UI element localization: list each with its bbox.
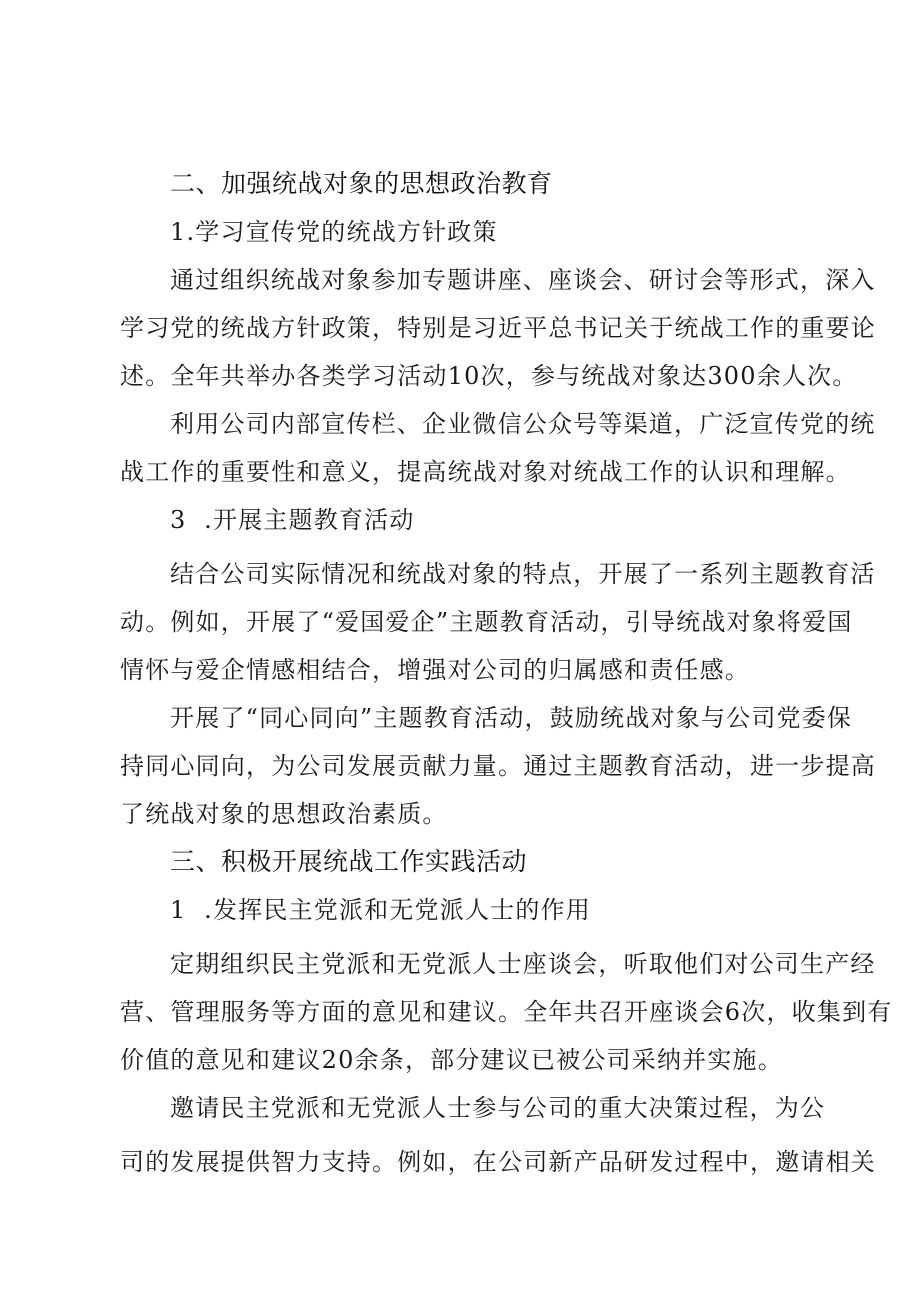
paragraph-line: 情怀与爱企情感相结合，增强对公司的归属感和责任感。	[120, 656, 750, 684]
paragraph-line: 定期组织民主党派和无党派人士座谈会，听取他们对公司生产经	[170, 950, 876, 978]
paragraph-line: 开展了“同心同向”主题教育活动，鼓励统战对象与公司党委保	[170, 704, 853, 732]
paragraph-line: 营、管理服务等方面的意见和建议。全年共召开座谈会6次，收集到有	[120, 998, 893, 1026]
paragraph-line: 学习党的统战方针政策，特别是习近平总书记关于统战工作的重要论	[120, 314, 876, 342]
paragraph-line: 通过组织统战对象参加专题讲座、座谈会、研讨会等形式，深入	[170, 266, 876, 294]
paragraph-line: 动。例如，开展了“爱国爱企”主题教育活动，引导统战对象将爱国	[120, 608, 853, 636]
paragraph-line: 利用公司内部宣传栏、企业微信公众号等渠道，广泛宣传党的统	[170, 410, 876, 438]
paragraph-line: 邀请民主党派和无党派人士参与公司的重大决策过程，为公	[170, 1094, 826, 1122]
subsection-title: 1 .发挥民主党派和无党派人士的作用	[170, 896, 591, 924]
paragraph-line: 司的发展提供智力支持。例如，在公司新产品研发过程中，邀请相关	[120, 1148, 876, 1176]
paragraph-line: 持同心同向，为公司发展贡献力量。通过主题教育活动，进一步提高	[120, 752, 876, 780]
section-heading: 三、积极开展统战工作实践活动	[170, 847, 528, 876]
subsection-title: 1.学习宣传党的统战方针政策	[170, 218, 498, 246]
paragraph-line: 结合公司实际情况和统战对象的特点，开展了一系列主题教育活	[170, 560, 876, 588]
paragraph-line: 了统战对象的思想政治素质。	[120, 800, 448, 828]
paragraph-line: 述。全年共举办各类学习活动10次，参与统战对象达300余人次。	[120, 362, 858, 390]
subsection-title: 3 .开展主题教育活动	[170, 506, 415, 534]
section-heading: 二、加强统战对象的思想政治教育	[170, 169, 553, 198]
paragraph-line: 价值的意见和建议20余条，部分建议已被公司采纳并实施。	[120, 1046, 783, 1074]
paragraph-line: 战工作的重要性和意义，提高统战对象对统战工作的认识和理解。	[120, 458, 851, 486]
